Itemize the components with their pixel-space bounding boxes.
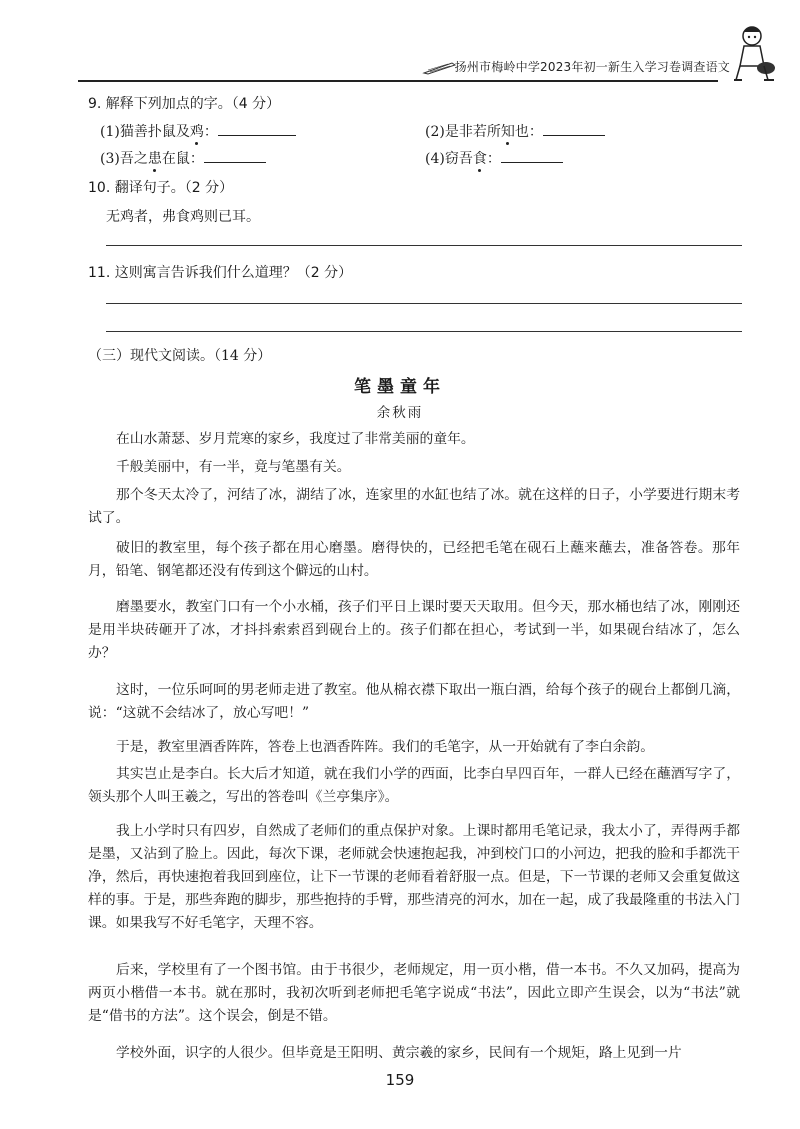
q9-prompt: 9. 解释下列加点的字。（4 分） [88,96,281,112]
q10-prompt: 10. 翻译句子。（2 分） [88,180,234,196]
paragraph: 在山水萧瑟、岁月荒寒的家乡，我度过了非常美丽的童年。 [116,431,475,447]
paragraph: 千般美丽中，有一半，竟与笔墨有关。 [116,459,351,475]
header-divider [78,80,718,82]
paragraph: 破旧的教室里，每个孩子都在用心磨墨。磨得快的，已经把毛笔在砚石上蘸来蘸去，准备答卷。那年月，铅笔、钢笔都还没有传到这个僻远的山村。 [88,540,740,579]
q9-item-2: (2)是非若所知也： [425,121,605,141]
paragraph: 后来，学校里有了一个图书馆。由于书很少，老师规定，用一页小楷，借一本书。不久又加码，提高为两页小楷借一本书。就在那时，我初次听到老师把毛笔字说成“书法”，因此立即产生误会，以为“书法”就是“借书的方法”。这个误会，倒是不错。 [88,962,740,1024]
answer-line[interactable] [106,303,742,304]
answer-line[interactable] [106,331,742,332]
q9-item-1: (1)猫善扑鼠及鸡： [100,121,296,141]
story-title: 笔墨童年 [354,377,446,397]
paragraph: 磨墨要水，教室门口有一个小水桶，孩子们平日上课时要天天取用。但今天，那水桶也结了冰，刚刚还是用半块砖砸开了冰，才抖抖索索舀到砚台上的。孩子们都在担心，考试到一半，如果砚台结冰了，怎么办？ [88,599,740,661]
q9-item-3: (3)吾之患在鼠： [100,148,266,168]
paragraph: 于是，教室里酒香阵阵，答卷上也酒香阵阵。我们的毛笔字，从一开始就有了李白余韵。 [116,739,655,755]
pen-icon [422,60,458,76]
q10-sentence: 无鸡者，弗食鸡则已耳。 [106,209,260,225]
answer-blank[interactable] [543,121,605,136]
q9-item-4: (4)窃吾食： [425,148,563,168]
paragraph: 我上小学时只有四岁，自然成了老师们的重点保护对象。上课时都用毛笔记录，我太小了，弄得两手都是墨，又沾到了脸上。因此，每次下课，老师就会快速抱起我，冲到校门口的小河边，把我的脸和手都洗干净，然后，再快速抱着我回到座位，让下一节课的老师看着舒服一点。但是，下一节课的老师又会重复做这样的事。于是，那些奔跑的脚步，那些抱持的手臂，那些清亮的河水，加在一起，成了我最隆重的书法入门课。如果我写不好毛笔字，天理不容。 [88,823,740,931]
section-heading: （三）现代文阅读。（14 分） [88,348,272,364]
paragraph: 这时，一位乐呵呵的男老师走进了教室。他从棉衣襟下取出一瓶白酒，给每个孩子的砚台上都倒几滴，说：“这就不会结冰了，放心写吧！” [88,682,740,721]
answer-line[interactable] [106,245,742,246]
story-author: 余秋雨 [376,405,424,421]
answer-blank[interactable] [501,148,563,163]
answer-blank[interactable] [204,148,266,163]
paragraph: 学校外面，识字的人很少。但毕竟是王阳明、黄宗羲的家乡，民间有一个规矩，路上见到一片 [116,1045,682,1061]
answer-blank[interactable] [218,121,296,136]
q11-prompt: 11. 这则寓言告诉我们什么道理？（2 分） [88,265,353,281]
mascot-icon [728,22,780,84]
header-title: 扬州市梅岭中学2023年初一新生入学习卷调查语文 [454,60,730,74]
page-number: 159 [385,1071,415,1089]
paragraph: 那个冬天太冷了，河结了冰，湖结了冰，连家里的水缸也结了冰。就在这样的日子，小学要进行期末考试了。 [88,487,740,526]
paragraph: 其实岂止是李白。长大后才知道，就在我们小学的西面，比李白早四百年，一群人已经在蘸酒写字了，领头那个人叫王羲之，写出的答卷叫《兰亭集序》。 [88,766,740,805]
